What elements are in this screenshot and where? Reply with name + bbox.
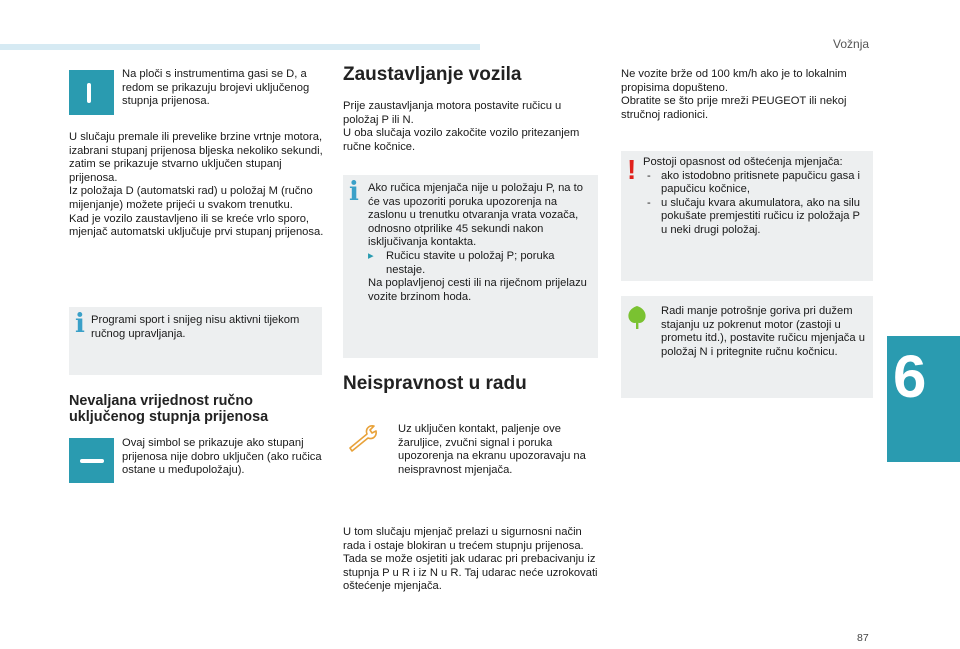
info-icon: i (75, 309, 85, 339)
col1-heading: Nevaljana vrijednost ručno uključenog stupnja prijenosa (69, 393, 269, 425)
col2-heading: Zaustavljanje vozila (343, 64, 522, 85)
list-item: - ako istodobno pritisnete papučicu gasa i papučicu kočnice, (647, 169, 861, 196)
list-item: - u slučaju kvara akumulatora, ako na silu pokušate premjestiti ručicu iz položaja P u neki drugi položaj. (647, 196, 860, 236)
page-number: 87 (857, 632, 869, 644)
col2-info-p2: Na poplavljenoj cesti ili na riječnom prijelazu vozite brzinom hoda. (368, 277, 587, 303)
warning-icon: ! (627, 154, 637, 185)
col3-eco-box (621, 296, 873, 398)
col1-para1: U slučaju premale ili prevelike brzine vrtnje motora, izabrani stupanj prijenosa bljeska nekoliko sekundi, zatim se prikazuje stvarno uključen stupanj prijenosa. Iz položaja D (automatski rad) u položaj M (ručno mijenjanje) možete prijeći u svakom trenutku. Kad je vozilo zaustavljeno ili se kreće vrlo sporo, mjenjač automatski uključuje prvi stupanj prijenosa. (69, 131, 324, 239)
section-title: Vožnja (833, 37, 870, 51)
gear-indicator-icon (69, 70, 114, 115)
wrench-icon (347, 424, 383, 452)
col3-warn-intro: Postoji opasnost od oštećenja mjenjača: (643, 156, 843, 168)
col1-info-box (69, 307, 322, 375)
col3-warn-list (643, 170, 869, 238)
col2-info-p1: Ako ručica mjenjača nije u položaju P, na to će vas upozoriti poruka upozorenja na zaslonu u trenutku otvaranja vrata vozača, odnosno otprilike 45 sekundi nakon isključivanja kontakta. (368, 182, 583, 249)
col1-intro: Na ploči s instrumentima gasi se D, a redom se prikazuju brojevi uključenog stupnja prijenosa. (122, 68, 310, 108)
col2-para3: U tom slučaju mjenjač prelazi u sigurnosni način rada i ostaje blokiran u trećem stupnju prijenosa. Tada se može osjetiti jak udarac pri prebacivanju iz stupnja P u R i iz N u R. Taj udarac neće uzrokovati oštećenje mjenjača. (343, 526, 598, 593)
col1-symbol-text: Ovaj simbol se prikazuje ako stupanj prijenosa nije dobro uključen (ako ručica ostane u međupoložaju). (122, 437, 322, 477)
col3-para: Ne vozite brže od 100 km/h ako je to lokalnim propisima dopušteno. Obratite se što prije mreži PEUGEOT ili nekoj stručnoj radionici. (621, 68, 847, 121)
col3-eco-text: Radi manje potrošnje goriva pri dužem stajanju uz pokrenut motor (zastoji u prometu itd.), postavite ručicu mjenjača u položaj N i pritegnite ručnu kočnicu. (661, 305, 865, 358)
list-item: ▸ Ručicu stavite u položaj P; poruka nestaje. (368, 249, 555, 276)
eco-leaf-icon (625, 304, 649, 330)
col1-info-text: Programi sport i snijeg nisu aktivni tijekom ručnog upravljanja. (91, 314, 300, 340)
arrow-icon: ▸ (368, 249, 374, 262)
info-icon: i (349, 177, 359, 207)
header-bar (0, 44, 480, 50)
col2-info-list (368, 250, 594, 277)
col2-info-box (343, 175, 598, 358)
col2-para1: Prije zaustavljanja motora postavite ručicu u položaj P ili N. U oba slučaja vozilo zakočite vozilo pritezanjem ručne kočnice. (343, 100, 580, 153)
invalid-gear-icon (69, 438, 114, 483)
col3-warning-box (621, 151, 873, 281)
chapter-number: 6 (893, 343, 927, 410)
col2-fault-text: Uz uključen kontakt, paljenje ove žaruljice, zvučni signal i poruka upozorenja na ekranu upozoravaju na neispravnost mjenjača. (398, 423, 586, 476)
col2-heading2: Neispravnost u radu (343, 373, 527, 394)
